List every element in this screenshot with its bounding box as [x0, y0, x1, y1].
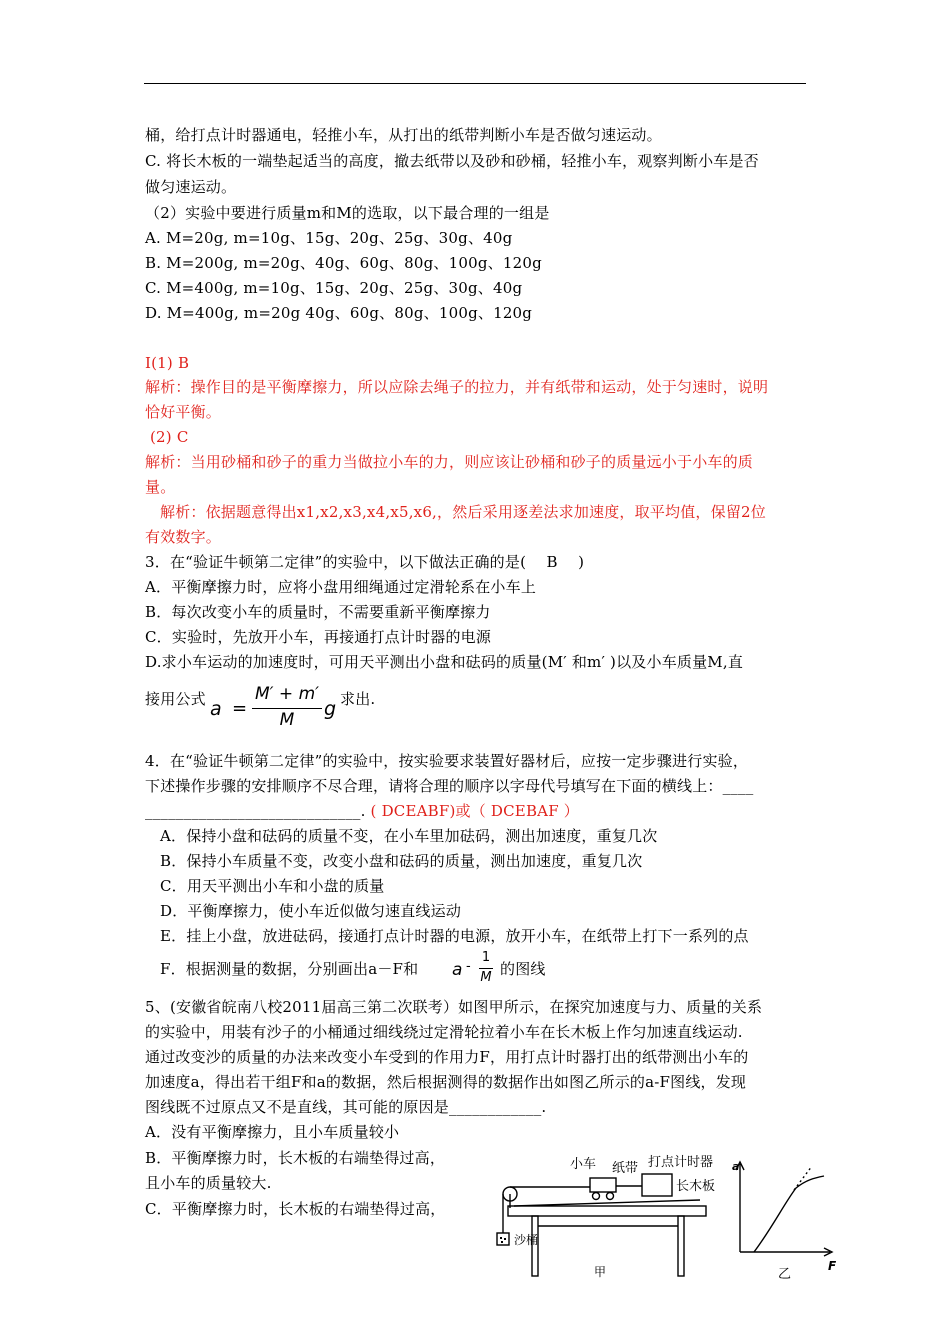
q3-option-c: C．实验时，先放开小车，再接通打点计时器的电源: [145, 628, 492, 646]
text-line: 加速度a，得出若干组F和a的数据，然后根据测得的数据作出如图乙所示的a-F图线，发现: [145, 1073, 747, 1091]
option-d: D. M=400g, m=20g 40g、60g、80g、100g、120g: [145, 304, 533, 322]
af-curve: [754, 1176, 824, 1252]
analysis-text: 解析：操作目的是平衡摩擦力，所以应除去绳子的拉力，并有纸带和运动，处于匀速时，说明: [145, 378, 769, 396]
q4-step-e: E．挂上小盘，放进砝码，接通打点计时器的电源，放开小车，在纸带上打下一系列的点: [160, 927, 749, 945]
q4-step-c: C．用天平测出小车和小盘的质量: [160, 877, 385, 895]
q3-option-d: D.求小车运动的加速度时，可用天平测出小盘和砝码的质量(M′ 和m′ )以及小车质量M,直: [145, 653, 744, 671]
answer-1: Ⅰ(1) B: [145, 354, 190, 372]
option-c: C. M=400g, m=10g、15g、20g、25g、30g、40g: [145, 279, 523, 297]
question-3: 3．在“验证牛顿第二定律”的实验中，以下做法正确的是( B ): [145, 553, 585, 571]
text-line: 接用公式: [145, 690, 206, 708]
axis-label-a: a: [732, 1160, 740, 1173]
option-b: B. M=200g, m=20g、40g、60g、80g、100g、120g: [145, 254, 542, 272]
q4-step-f: F．根据测量的数据，分别画出a－F和: [160, 960, 419, 978]
apparatus-figure: [490, 1150, 730, 1280]
timer-icon: [642, 1174, 672, 1196]
option-a: A. M=20g, m=10g、15g、20g、25g、30g、40g: [145, 229, 513, 247]
formula-acceleration: a = M′ + m′ M g: [210, 684, 337, 730]
bucket-icon: [497, 1233, 509, 1245]
af-graph: [732, 1158, 842, 1282]
label-car: 小车: [570, 1157, 597, 1172]
text-line: 桶，给打点计时器通电，轻推小车，从打出的纸带判断小车是否做匀速运动。: [145, 126, 662, 144]
analysis-text: 解析：当用砂桶和砂子的重力当做拉小车的力，则应该让砂桶和砂子的质量远小于小车的质: [145, 453, 754, 471]
text-line: 通过改变沙的质量的办法来改变小车受到的作用力F，用打点计时器打出的纸带测出小车的: [145, 1048, 749, 1066]
analysis-text: 量。: [145, 478, 176, 496]
q5-option-a: A．没有平衡摩擦力，且小车质量较小: [145, 1123, 400, 1141]
analysis-text: 有效数字。: [145, 528, 222, 546]
q3-option-b: B．每次改变小车的质量时，不需要重新平衡摩擦力: [145, 603, 491, 621]
fraction-bar: [479, 968, 493, 969]
formula-inverse-mass: a - 1 M: [452, 950, 492, 985]
text-line: 下述操作步骤的安排顺序不尽合理，请将合理的顺序以字母代号填写在下面的横线上：____: [145, 777, 754, 795]
text-line: 且小车的质量较大.: [145, 1174, 272, 1192]
axis-label-f: F: [828, 1259, 837, 1273]
question-4: 4．在“验证牛顿第二定律”的实验中，按实验要求装置好器材后，应按一定步骤进行实验，: [145, 752, 749, 770]
label-bucket: 沙桶: [514, 1233, 539, 1247]
question-4-answer: ( DCEABF)或（ DCEBAF ）: [370, 802, 579, 820]
q4-step-b: B．保持小车质量不变，改变小盘和砝码的质量，测出加速度，重复几次: [160, 852, 643, 870]
car-icon: [590, 1178, 616, 1192]
dashed-line: [794, 1166, 812, 1190]
question-2: （2）实验中要进行质量m和M的选取，以下最合理的一组是: [145, 204, 550, 222]
question-5: 5、(安徽省皖南八校2011届高三第二次联考）如图甲所示，在探究加速度与力、质量的关系: [145, 998, 763, 1016]
analysis-text: 恰好平衡。: [145, 403, 222, 421]
text-line: 做匀速运动。: [145, 178, 237, 196]
label-timer: 打点计时器: [648, 1155, 714, 1170]
text-line: 图线既不过原点又不是直线，其可能的原因是____________.: [145, 1098, 547, 1116]
fraction-bar: [252, 708, 322, 709]
text-line: ____________________________. ( DCEABF)或（ DCEBAF ）: [145, 802, 579, 820]
answer-2: (2) C: [150, 428, 189, 446]
question-3-answer: B: [546, 553, 558, 571]
analysis-text: 解析：依据题意得出x1,x2,x3,x4,x5,x6,，然后采用逐差法求加速度，取平均值，保留2位: [160, 503, 766, 521]
q3-option-a: A．平衡摩擦力时，应将小盘用细绳通过定滑轮系在小车上: [145, 578, 537, 596]
q5-option-c: C．平衡摩擦力时，长木板的右端垫得过高，: [145, 1200, 446, 1218]
text-line: 的实验中，用装有沙子的小桶通过细线绕过定滑轮拉着小车在长木板上作匀加速直线运动.: [145, 1023, 743, 1041]
q4-step-a: A．保持小盘和砝码的质量不变，在小车里加砝码，测出加速度，重复几次: [160, 827, 658, 845]
header-rule: [144, 83, 806, 84]
label-yi: 乙: [778, 1267, 792, 1282]
label-tape: 纸带: [612, 1161, 639, 1176]
label-board: 长木板: [676, 1179, 716, 1194]
label-jia: 甲: [594, 1265, 607, 1279]
text-line: C. 将长木板的一端垫起适当的高度，撤去纸带以及砂和砂桶，轻推小车，观察判断小车是否: [145, 152, 759, 170]
text-line: 的图线: [500, 960, 546, 978]
q5-option-b: B．平衡摩擦力时，长木板的右端垫得过高，: [145, 1149, 446, 1167]
q4-step-d: D．平衡摩擦力，使小车近似做匀速直线运动: [160, 902, 462, 920]
text-line: 求出.: [340, 690, 376, 708]
